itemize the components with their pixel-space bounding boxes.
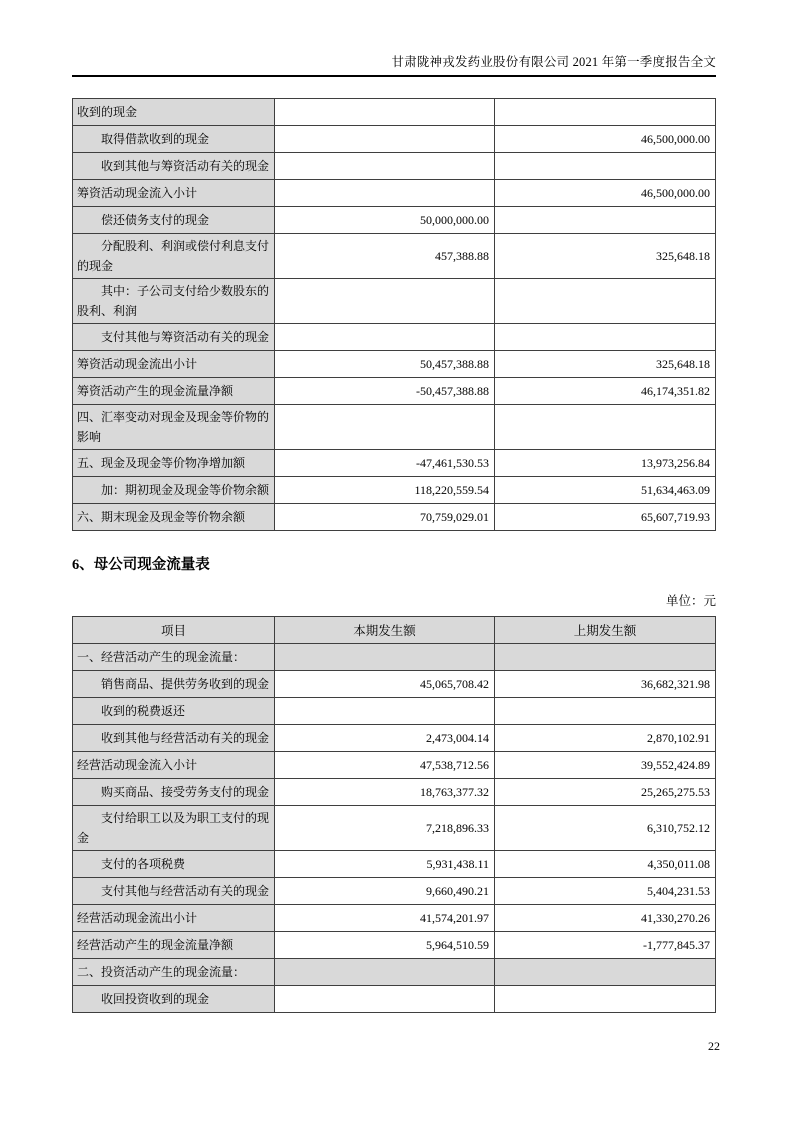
prior-amount-cell: 4,350,011.08 [495,851,716,878]
current-amount-cell: 2,473,004.14 [275,725,495,752]
table-row [73,752,716,779]
prior-amount-cell: 6,310,752.12 [495,806,716,851]
table-row [73,851,716,878]
section-title: 6、母公司现金流量表 [72,557,210,573]
current-amount-cell [275,698,495,725]
prior-amount-cell: 36,682,321.98 [495,671,716,698]
page-number: 22 [708,1039,720,1053]
table-row [73,779,716,806]
column-header-current-period: 本期发生额 [275,617,495,644]
prior-amount-cell: 41,330,270.26 [495,905,716,932]
current-amount-cell: 457,388.88 [275,234,495,279]
current-amount-cell: 5,931,438.11 [275,851,495,878]
prior-amount-cell: 46,500,000.00 [495,126,716,153]
current-amount-cell: 47,538,712.56 [275,752,495,779]
table-row [73,725,716,752]
item-cell: 五、现金及现金等价物净增加额 [73,450,275,477]
table-row [73,405,716,450]
prior-amount-cell: 39,552,424.89 [495,752,716,779]
item-cell: 收到的现金 [73,99,275,126]
prior-amount-cell [495,986,716,1013]
item-cell: 筹资活动现金流入小计 [73,180,275,207]
prior-amount-cell: 51,634,463.09 [495,477,716,504]
prior-amount-cell: 46,500,000.00 [495,180,716,207]
prior-amount-cell: 325,648.18 [495,234,716,279]
item-cell: 四、汇率变动对现金及现金等价物的影响 [73,405,275,450]
item-cell: 支付其他与经营活动有关的现金 [73,878,275,905]
current-amount-cell [275,405,495,450]
column-header-prior-period: 上期发生额 [495,617,716,644]
item-cell: 收到其他与筹资活动有关的现金 [73,153,275,180]
current-amount-cell [275,644,495,671]
prior-amount-cell [495,153,716,180]
prior-amount-cell [495,279,716,324]
item-cell: 筹资活动产生的现金流量净额 [73,378,275,405]
table-row [73,234,716,279]
parent-company-cash-flow-table [72,616,716,1013]
item-cell: 偿还债务支付的现金 [73,207,275,234]
current-amount-cell: 50,000,000.00 [275,207,495,234]
table-row [73,450,716,477]
table-section-row [73,959,716,986]
current-amount-cell [275,324,495,351]
current-amount-cell [275,279,495,324]
current-amount-cell: 45,065,708.42 [275,671,495,698]
table-row [73,671,716,698]
table-row [73,351,716,378]
table-section-row [73,644,716,671]
item-cell: 支付给职工以及为职工支付的现金 [73,806,275,851]
cash-flow-table-continuation [72,98,716,531]
item-cell: 经营活动产生的现金流量净额 [73,932,275,959]
item-cell: 六、期末现金及现金等价物余额 [73,504,275,531]
prior-amount-cell: 25,265,275.53 [495,779,716,806]
current-amount-cell: 9,660,490.21 [275,878,495,905]
current-amount-cell [275,99,495,126]
item-cell: 一、经营活动产生的现金流量： [73,644,275,671]
column-header-item: 项目 [73,617,275,644]
table-row [73,378,716,405]
prior-amount-cell [495,99,716,126]
prior-amount-cell [495,959,716,986]
table-row [73,99,716,126]
table-row [73,153,716,180]
item-cell: 其中：子公司支付给少数股东的股利、利润 [73,279,275,324]
table-row [73,279,716,324]
item-cell: 购买商品、接受劳务支付的现金 [73,779,275,806]
table-row [73,180,716,207]
item-cell: 经营活动现金流入小计 [73,752,275,779]
table-row [73,806,716,851]
item-cell: 筹资活动现金流出小计 [73,351,275,378]
current-amount-cell [275,986,495,1013]
current-amount-cell [275,153,495,180]
table-row [73,126,716,153]
table-row [73,986,716,1013]
item-cell: 分配股利、利润或偿付利息支付的现金 [73,234,275,279]
current-amount-cell: 5,964,510.59 [275,932,495,959]
item-cell: 经营活动现金流出小计 [73,905,275,932]
table-row [73,504,716,531]
current-amount-cell [275,126,495,153]
table-row [73,932,716,959]
item-cell: 收回投资收到的现金 [73,986,275,1013]
current-amount-cell: 41,574,201.97 [275,905,495,932]
table-row [73,905,716,932]
prior-amount-cell [495,405,716,450]
report-page-content [72,0,716,1013]
prior-amount-cell: 65,607,719.93 [495,504,716,531]
current-amount-cell: -50,457,388.88 [275,378,495,405]
current-amount-cell: 70,759,029.01 [275,504,495,531]
item-cell: 取得借款收到的现金 [73,126,275,153]
prior-amount-cell: 5,404,231.53 [495,878,716,905]
report-header-title: 甘肃陇神戎发药业股份有限公司 2021 年第一季度报告全文 [391,55,716,69]
prior-amount-cell: 325,648.18 [495,351,716,378]
table-row [73,207,716,234]
current-amount-cell: 50,457,388.88 [275,351,495,378]
table-row [73,698,716,725]
current-amount-cell [275,959,495,986]
unit-label: 单位：元 [665,594,716,608]
item-cell: 收到的税费返还 [73,698,275,725]
prior-amount-cell: 13,973,256.84 [495,450,716,477]
table-row [73,324,716,351]
prior-amount-cell [495,644,716,671]
prior-amount-cell: 2,870,102.91 [495,725,716,752]
current-amount-cell: -47,461,530.53 [275,450,495,477]
table-header-row [73,617,716,644]
current-amount-cell [275,180,495,207]
item-cell: 支付的各项税费 [73,851,275,878]
current-amount-cell: 118,220,559.54 [275,477,495,504]
item-cell: 销售商品、提供劳务收到的现金 [73,671,275,698]
prior-amount-cell [495,698,716,725]
item-cell: 加：期初现金及现金等价物余额 [73,477,275,504]
table-row [73,477,716,504]
item-cell: 支付其他与筹资活动有关的现金 [73,324,275,351]
prior-amount-cell: -1,777,845.37 [495,932,716,959]
current-amount-cell: 7,218,896.33 [275,806,495,851]
item-cell: 收到其他与经营活动有关的现金 [73,725,275,752]
current-amount-cell: 18,763,377.32 [275,779,495,806]
prior-amount-cell [495,207,716,234]
prior-amount-cell: 46,174,351.82 [495,378,716,405]
page-header [72,0,716,77]
prior-amount-cell [495,324,716,351]
item-cell: 二、投资活动产生的现金流量： [73,959,275,986]
table-row [73,878,716,905]
